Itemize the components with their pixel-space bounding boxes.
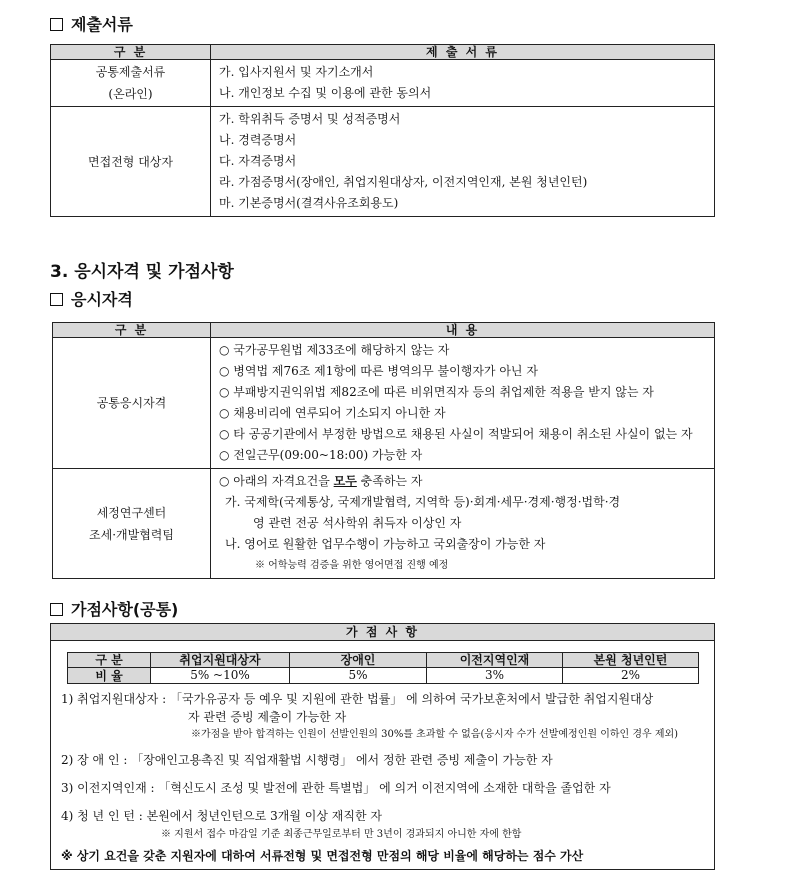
qual-category-sejong: 세정연구센터 조세·개발협력팀	[53, 469, 211, 579]
qual-content-sejong: ○ 아래의 자격요건을 모두 충족하는 자 가. 국제학(국제통상, 국제개발협력, 지역학 등)·회계·세무·경제·행정·법학·경 영 관련 전공 석사학위 취득자 이상인 자 나. 영어로 원활한 업무수행이 가능하고 국외출장이 가능한 자 ※ 어학능력 검증을 위한 영어면접 진행 예정	[211, 469, 715, 579]
bonus-col-region: 이전지역인재	[427, 653, 563, 668]
bonus-item-3: 3) 이전지역인재 : 「혁신도시 조성 및 발전에 관한 특별법」 에 의거 이전지역에 소재한 대학을 졸업한 자	[61, 781, 611, 795]
bonus-footer: ※ 상기 요건을 갖춘 지원자에 대하여 서류전형 및 면접전형 만점의 해당 비율에 해당하는 점수 가산	[61, 849, 584, 863]
bonus-value-employment: 5% ~10%	[151, 668, 290, 684]
bonus-box	[50, 623, 715, 870]
table-row	[51, 60, 715, 107]
qual-col-content: 내 용	[211, 323, 715, 338]
table-row	[53, 469, 715, 579]
bonus-item-2: 2) 장 애 인 : 「장애인고용촉진 및 직업재활법 시행령」 에서 정한 관련 증빙 제출이 가능한 자	[61, 753, 553, 767]
qual-table	[52, 322, 715, 579]
bonus-col-employment: 취업지원대상자	[151, 653, 290, 668]
bonus-col-category: 구 분	[68, 653, 151, 668]
bonus-value-disabled: 5%	[290, 668, 427, 684]
emphasis-all: 모두	[333, 474, 357, 488]
bonus-col-disabled: 장애인	[290, 653, 427, 668]
bonus-title: 가 점 사 항	[51, 624, 714, 641]
bonus-item-1-note: ※가점을 받아 합격하는 인원이 선발인원의 30%를 초과할 수 없음(응시자 수가 선발예정인원 이하인 경우 제외)	[191, 729, 679, 740]
bonus-item-1-cont: 자 관련 증빙 제출이 가능한 자	[188, 710, 347, 724]
qual-category-common: 공통응시자격	[53, 338, 211, 469]
submit-col-docs: 제 출 서 류	[211, 45, 715, 60]
submit-docs-common: 가. 입사지원서 및 자기소개서 나. 개인정보 수집 및 이용에 관한 동의서	[211, 60, 715, 107]
table-row	[53, 338, 715, 469]
checkbox-square-icon	[50, 293, 63, 306]
qual-col-category: 구 분	[53, 323, 211, 338]
bonus-item-4-note: ※ 지원서 접수 마감일 기준 최종근무일로부터 만 3년이 경과되지 아니한 자에 한함	[161, 829, 522, 840]
bonus-row-label: 비 율	[68, 668, 151, 684]
section3-title: 3. 응시자격 및 가점사항	[50, 262, 234, 282]
bonus-item-4: 4) 청 년 인 턴 : 본원에서 청년인턴으로 3개월 이상 재직한 자	[61, 809, 382, 823]
bonus-value-region: 3%	[427, 668, 563, 684]
submit-category-interview: 면접전형 대상자	[51, 107, 211, 217]
table-row	[51, 107, 715, 217]
bonus-col-intern: 본원 청년인턴	[563, 653, 699, 668]
submit-table	[50, 44, 715, 217]
bonus-value-intern: 2%	[563, 668, 699, 684]
bonus-rate-table	[67, 652, 699, 684]
checkbox-square-icon	[50, 18, 63, 31]
table-row	[68, 668, 699, 684]
submit-col-category: 구 분	[51, 45, 211, 60]
bonus-heading: 가점사항(공통)	[50, 597, 178, 620]
qual-content-common: ○ 국가공무원법 제33조에 해당하지 않는 자 ○ 병역법 제76조 제1항에 따른 병역의무 불이행자가 아닌 자 ○ 부패방지권익위법 제82조에 따른 비위면직자 등의 취업제한 적용을 받지 않는 자 ○ 채용비리에 연루되어 기소되지 아니한 자 ○ 타 공공기관에서 부정한 방법으로 채용된 사실이 적발되어 채용이 취소된 사실이 없는 자 ○ 전일근무(09:00~18:00) 가능한 자	[211, 338, 715, 469]
submit-docs-interview: 가. 학위취득 증명서 및 성적증명서 나. 경력증명서 다. 자격증명서 라. 가점증명서(장애인, 취업지원대상자, 이전지역인재, 본원 청년인턴) 마. 기본증명서(결격사유조회용도)	[211, 107, 715, 217]
submit-heading: 제출서류	[50, 12, 133, 35]
checkbox-square-icon	[50, 603, 63, 616]
qual-heading: 응시자격	[50, 287, 133, 310]
submit-category-common: 공통제출서류 (온라인)	[51, 60, 211, 107]
bonus-item-1: 1) 취업지원대상자 : 「국가유공자 등 예우 및 지원에 관한 법률」 에 의하여 국가보훈처에서 발급한 취업지원대상	[61, 692, 654, 706]
